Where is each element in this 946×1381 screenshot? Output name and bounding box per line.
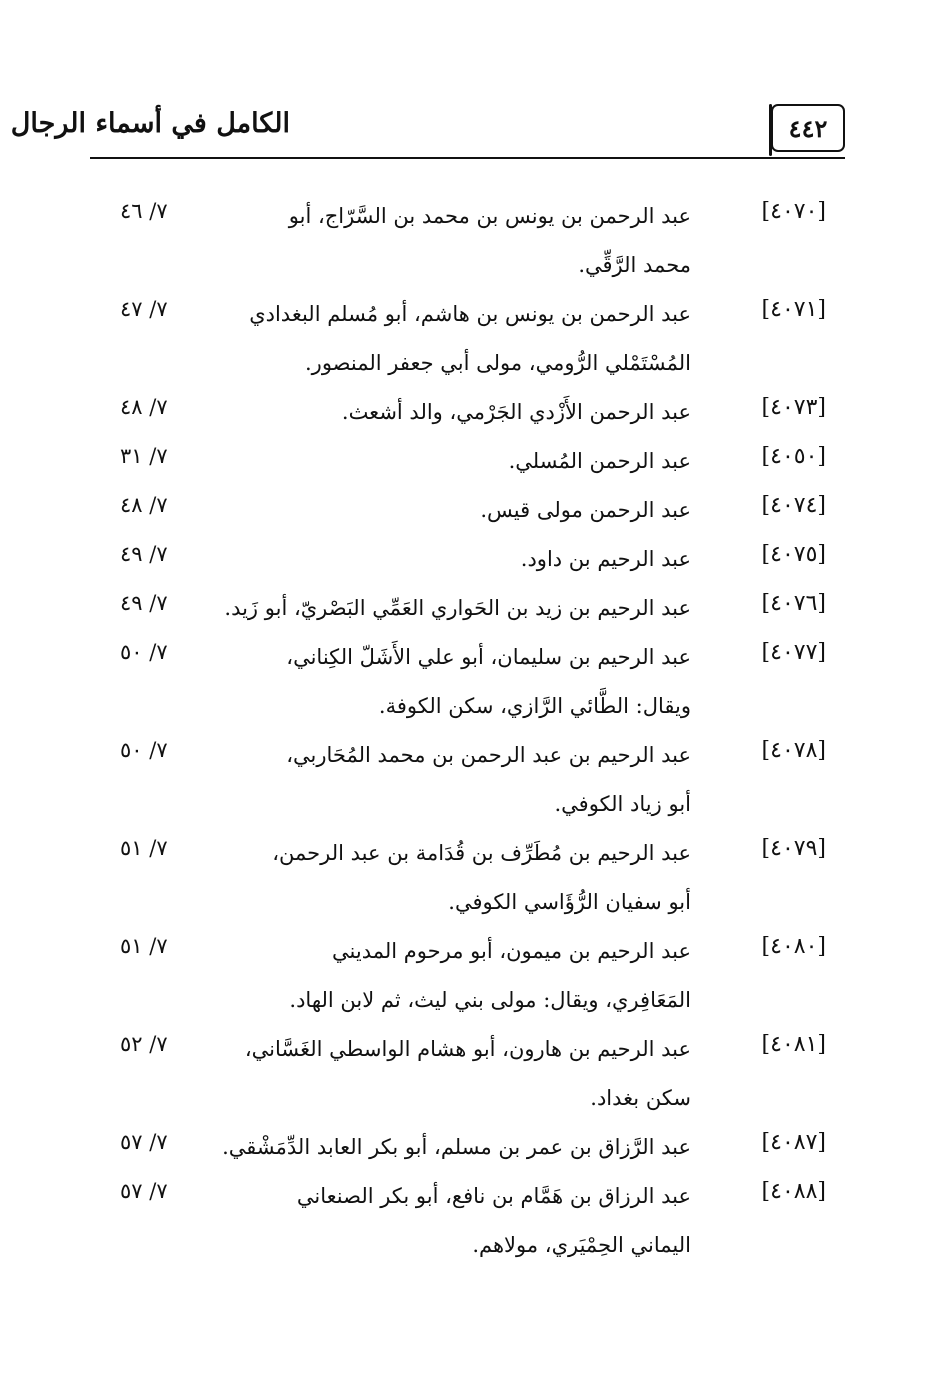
entry-text [271,934,691,1032]
entry-text-line: أبو سفيان الرُّؤَاسي الكوفي. [448,890,691,914]
entry-text-line: عبد الرحيم بن زيد بن الحَواري العَمِّي البَصْريّ، أبو زَيد. [224,596,691,620]
entry-row [120,738,826,836]
entry-text [224,591,691,640]
entry-text [271,542,691,591]
entry-list [120,199,826,1277]
entry-text [222,1130,691,1179]
page-number: ٤٤٢ [771,104,845,152]
volume-page-reference: ٧/ ٤٩ [120,591,168,615]
entry-row [120,199,826,297]
entry-text [271,1179,691,1277]
volume-page-reference: ٧/ ٤٩ [120,542,168,566]
entry-text-line: عبد الرحيم بن ميمون، أبو مرحوم المديني [332,939,691,963]
entry-text-line: ويقال: الطَّائي الرَّازي، سكن الكوفة. [378,694,691,718]
entry-row [120,444,826,493]
entry-text-line: عبد الرزاق بن هَمَّام بن نافع، أبو بكر الصنعاني [296,1184,691,1208]
entry-row [120,1179,826,1277]
entry-number: [٤٠٨١] [761,1032,826,1057]
entry-text-line: عبد الرحمن المُسلي. [508,449,691,473]
volume-page-reference: ٧/ ٣١ [120,444,168,468]
entry-number: [٤٠٧٨] [761,738,826,763]
entry-number: [٤٠٨٧] [761,1130,826,1155]
volume-page-reference: ٧/ ٤٨ [120,395,168,419]
entry-text-line: المَعَافِري، ويقال: مولى بني ليث، ثم لابن الهاد. [289,988,691,1012]
volume-page-reference: ٧/ ٥١ [120,836,168,860]
entry-number: [٤٠٧٠] [761,199,826,224]
entry-text [244,1032,691,1130]
volume-page-reference: ٧/ ٥٠ [120,640,168,664]
entry-text-line: عبد الرحيم بن عبد الرحمن بن محمد المُحَاربي، [286,743,691,767]
entry-text-line: عبد الرحمن بن يونس بن هاشم، أبو مُسلم البغدادي [249,302,691,326]
entry-row [120,297,826,395]
volume-page-reference: ٧/ ٤٨ [120,493,168,517]
entry-text-line: عبد الرحمن الأَزْدي الجَرْمي، والد أشعث. [341,400,691,424]
entry-text-line: سكن بغداد. [590,1086,691,1110]
entry-number: [٤٠٧٦] [761,591,826,616]
entry-text [249,297,691,395]
entry-row [120,934,826,1032]
entry-text-line: عبد الرحيم بن هارون، أبو هشام الواسطي الغَسَّاني، [244,1037,691,1061]
volume-page-reference: ٧/ ٤٦ [120,199,168,223]
volume-page-reference: ٧/ ٥١ [120,934,168,958]
volume-page-reference: ٧/ ٥٧ [120,1130,168,1154]
page-header [10,96,845,158]
entry-text-line: عبد الرَّزاق بن عمر بن مسلم، أبو بكر العابد الدِّمَشْقي. [222,1135,691,1159]
entry-number: [٤٠٨٨] [761,1179,826,1204]
entry-number: [٤٠٥٠] [761,444,826,469]
entry-text-line: عبد الرحمن بن يونس بن محمد بن السَّرّاج، أبو [288,204,691,228]
volume-page-reference: ٧/ ٥٧ [120,1179,168,1203]
entry-text [271,444,691,493]
entry-number: [٤٠٧٣] [761,395,826,420]
entry-row [120,493,826,542]
entry-text [271,738,691,836]
entry-text-line: عبد الرحيم بن سليمان، أبو علي الأَشَلّ الكِناني، [286,645,691,669]
entry-text [271,395,691,444]
entry-text-line: أبو زياد الكوفي. [554,792,691,816]
entry-row [120,836,826,934]
entry-row [120,640,826,738]
entry-text-line: عبد الرحمن مولى قيس. [480,498,691,522]
entry-number: [٤٠٧٥] [761,542,826,567]
entry-number: [٤٠٨٠] [761,934,826,959]
entry-text-line: عبد الرحيم بن داود. [520,547,691,571]
entry-text [271,493,691,542]
entry-row [120,1130,826,1179]
entry-text-line: اليماني الحِمْيَري، مولاهم. [472,1233,691,1257]
volume-page-reference: ٧/ ٤٧ [120,297,168,321]
volume-page-reference: ٧/ ٥٠ [120,738,168,762]
entry-number: [٤٠٧٧] [761,640,826,665]
entry-text-line: محمد الرَّقِّي. [578,253,691,277]
entry-number: [٤٠٧١] [761,297,826,322]
header-rule [90,157,845,159]
entry-row [120,1032,826,1130]
entry-text [271,199,691,297]
entry-text-line: المُسْتَمْلي الرُّومي، مولى أبي جعفر المنصور. [305,351,691,375]
entry-text-line: عبد الرحيم بن مُطَرِّف بن قُدَامة بن عبد الرحمن، [272,841,691,865]
entry-text [271,836,691,934]
entry-row [120,542,826,591]
entry-text [271,640,691,738]
entry-row [120,591,826,640]
entry-number: [٤٠٧٤] [761,493,826,518]
entry-row [120,395,826,444]
entry-number: [٤٠٧٩] [761,836,826,861]
book-title: الكامل في أسماء الرجال [10,108,290,139]
volume-page-reference: ٧/ ٥٢ [120,1032,168,1056]
